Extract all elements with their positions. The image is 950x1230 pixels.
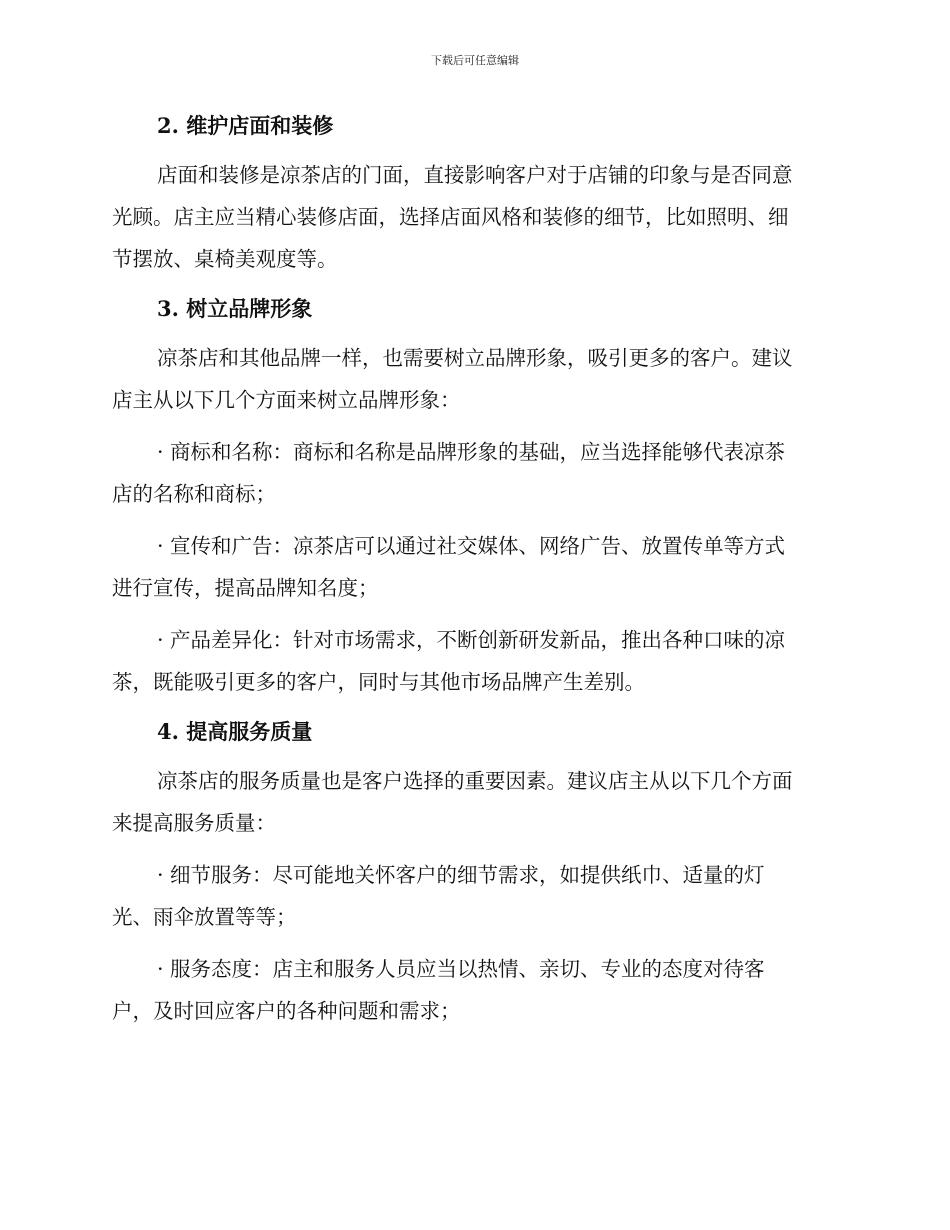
- paragraph-line: 来提高服务质量：: [112, 811, 276, 835]
- paragraph-line: · 宣传和广告：凉茶店可以通过社交媒体、网络广告、放置传单等方式: [157, 534, 786, 558]
- page-header-note: 下载后可任意编辑: [431, 54, 519, 67]
- paragraph-line: 光、雨伞放置等等；: [112, 905, 297, 929]
- section-heading: 2. 维护店面和装修: [157, 113, 334, 138]
- paragraph-line: · 商标和名称：商标和名称是品牌形象的基础，应当选择能够代表凉茶: [157, 440, 786, 464]
- paragraph-line: 光顾。店主应当精心装修店面，选择店面风格和装修的细节，比如照明、细: [112, 205, 789, 229]
- bullet-paragraph: [112, 619, 832, 703]
- paragraph-line: 店面和装修是凉茶店的门面，直接影响客户对于店铺的印象与是否同意: [157, 163, 793, 187]
- paragraph-line: 茶，既能吸引更多的客户，同时与其他市场品牌产生差别。: [112, 670, 645, 694]
- paragraph-line: · 细节服务：尽可能地关怀客户的细节需求，如提供纸巾、适量的灯: [157, 863, 765, 887]
- paragraph-line: · 服务态度：店主和服务人员应当以热情、亲切、专业的态度对待客: [157, 957, 765, 981]
- paragraph-line: 店的名称和商标；: [112, 482, 276, 506]
- section-heading: 4. 提高服务质量: [157, 719, 313, 744]
- paragraph-line: 进行宣传，提高品牌知名度；: [112, 576, 379, 600]
- paragraph-line: 店主从以下几个方面来树立品牌形象：: [112, 388, 461, 412]
- bullet-paragraph: [112, 525, 832, 609]
- paragraph: [112, 337, 832, 421]
- bullet-paragraph: [112, 948, 832, 1032]
- paragraph-line: 户，及时回应客户的各种问题和需求；: [112, 999, 461, 1023]
- paragraph-line: 凉茶店和其他品牌一样，也需要树立品牌形象，吸引更多的客户。建议: [157, 346, 793, 370]
- bullet-paragraph: [112, 431, 832, 515]
- paragraph-line: 凉茶店的服务质量也是客户选择的重要因素。建议店主从以下几个方面: [157, 769, 793, 793]
- document-body: [112, 107, 832, 1042]
- section-heading: 3. 树立品牌形象: [157, 296, 313, 321]
- paragraph-line: 节摆放、桌椅美观度等。: [112, 247, 338, 271]
- paragraph: [112, 154, 832, 280]
- bullet-paragraph: [112, 854, 832, 938]
- paragraph: [112, 760, 832, 844]
- paragraph-line: · 产品差异化：针对市场需求，不断创新研发新品，推出各种口味的凉: [157, 628, 786, 652]
